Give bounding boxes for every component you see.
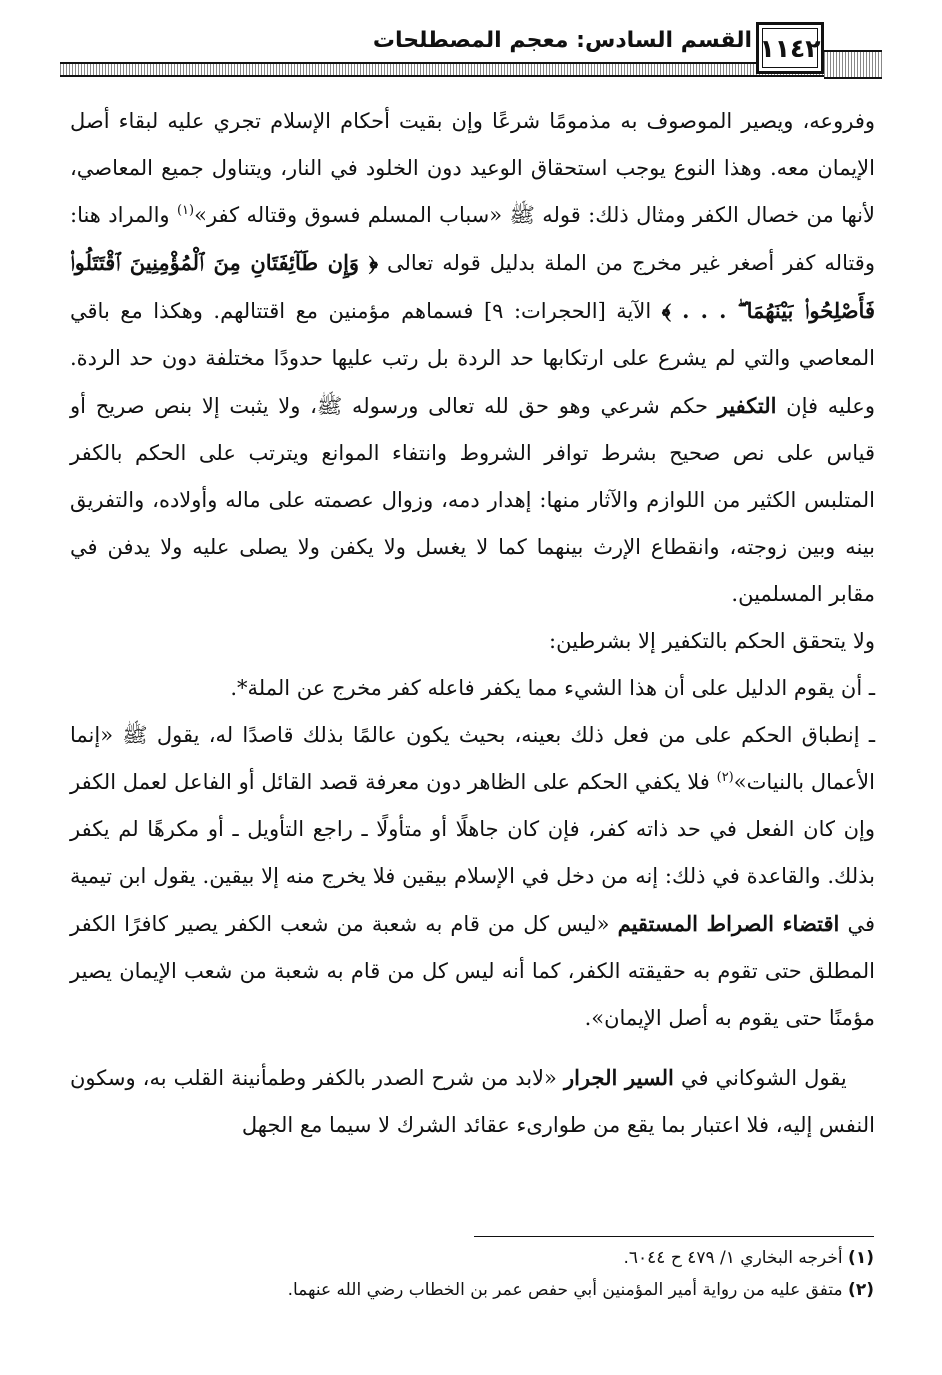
text-run: «ليس كل من قام به شعبة من شعب الكفر يصير كافرًا الكفر المطلق حتى تقوم به حقيقته الكفر، كما أنه ليس كل من قام به شعبة من شعب الإيمان يصير مؤمنًا حتى يقوم به أصل الإيمان». — [70, 912, 875, 1030]
bold-term: التكفير — [717, 393, 777, 418]
paragraph — [70, 1054, 875, 1149]
footnote-ref: (٢) — [716, 770, 734, 785]
paragraph: ـ أن يقوم الدليل على أن هذا الشيء مما يكفر فاعله كفر مخرج عن الملة*. — [230, 676, 875, 700]
footnote-number: (٢) — [848, 1280, 874, 1300]
text-run: وفروعه، ويصير الموصوف به مذمومًا شرعًا وإن بقيت أحكام الإسلام تجري عليه لبقاء أصل الإيمان معه. وهذا النوع يوجب استحقاق الوعيد دون الخلود في النار، ويتناول جميع المعاصي، لأنها من خصال الكفر ومثال ذلك: قوله ﷺ «سباب المسلم فسوق وقتاله كفر» — [70, 109, 875, 227]
footnotes — [69, 1242, 874, 1306]
book-title: اقتضاء الصراط المستقيم — [617, 911, 840, 936]
footnote-text: أخرجه البخاري ١/ ٤٧٩ ح ٦٠٤٤. — [623, 1248, 843, 1268]
text-run: ـ إنطباق الحكم على من فعل ذلك بعينه، بحيث يكون عالمًا بذلك قاصدًا له، يقول ﷺ «إنما الأعمال بالنيات» — [70, 723, 875, 794]
text-run: حكم شرعي وهو حق لله تعالى ورسوله ﷺ، ولا يثبت إلا بنص صريح أو قياس على نص صحيح بشرط توافر الشروط وانتفاء الموانع ويترتب على الحكم بالكفر المتلبس الكثير من اللوازم والآثار منها: إهدار دمه، وزوال عصمته على ماله وأولاده، والتفريق بينه وبين زوجته، وانقطاع الإرث بينهما كما لا يغسل ولا يكفن ولا يصلى عليه ولا يدفن في مقابر المسلمين. — [70, 394, 875, 606]
quran-verse: ﴿ وَإِن طَآئِفَتَانِ مِنَ ٱلْمُؤْمِنِينَ ٱقْتَتَلُوا۟ فَأَصْلِحُوا۟ بَيْنَهُمَا ۖ . . . ﴾ — [70, 250, 875, 323]
book-title: السير الجرار — [563, 1065, 674, 1090]
footnote — [69, 1274, 874, 1306]
section-title: القسم السادس: معجم المصطلحات — [372, 28, 752, 53]
footnote-ref: (١) — [176, 203, 195, 218]
text-run: «لابد من شرح الصدر بالكفر وطمأنينة القلب به، وسكون النفس إليه، فلا اعتبار بما يقع من طوارىء عقائد الشرك لا سيما مع الجهل — [70, 1066, 875, 1137]
paragraph — [70, 98, 875, 618]
footnote-text: متفق عليه من رواية أمير المؤمنين أبي حفص عمر بن الخطاب رضي الله عنهما. — [287, 1280, 843, 1300]
main-text — [70, 98, 875, 1149]
page-number: ١١٤٢ — [756, 22, 824, 74]
header-rule-end — [824, 50, 882, 79]
page-header — [60, 22, 882, 82]
footnote — [69, 1242, 874, 1274]
footnote-number: (١) — [848, 1248, 874, 1268]
paragraph: ولا يتحقق الحكم بالتكفير إلا بشرطين: — [549, 629, 875, 653]
text-run: فلا يكفي الحكم على الظاهر دون معرفة قصد القائل أو الفاعل لعمل الكفر وإن كان الفعل في حد ذاته كفر، فإن كان جاهلًا أو متأولًا ـ راجع التأويل ـ أو مكرهًا لم يكفر بذلك. والقاعدة في ذلك: إنه من دخل في الإسلام بيقين فلا يخرج منه إلا بيقين. يقول ابن تيمية في — [70, 770, 875, 936]
text-run: والمراد هنا: وقتاله كفر أصغر غير مخرج من الملة بدليل قوله تعالى — [70, 203, 875, 275]
text-run: يقول الشوكاني في — [680, 1066, 847, 1090]
footnote-separator — [474, 1236, 874, 1237]
paragraph — [70, 712, 875, 1042]
text-run: الآية [الحجرات: ٩] فسماهم مؤمنين مع اقتتالهم. وهكذا مع باقي المعاصي والتي لم يشرع على ارتكابها حد الردة بل رتب عليها حدودًا مختلفة دون حد الردة. وعليه فإن — [70, 299, 875, 418]
